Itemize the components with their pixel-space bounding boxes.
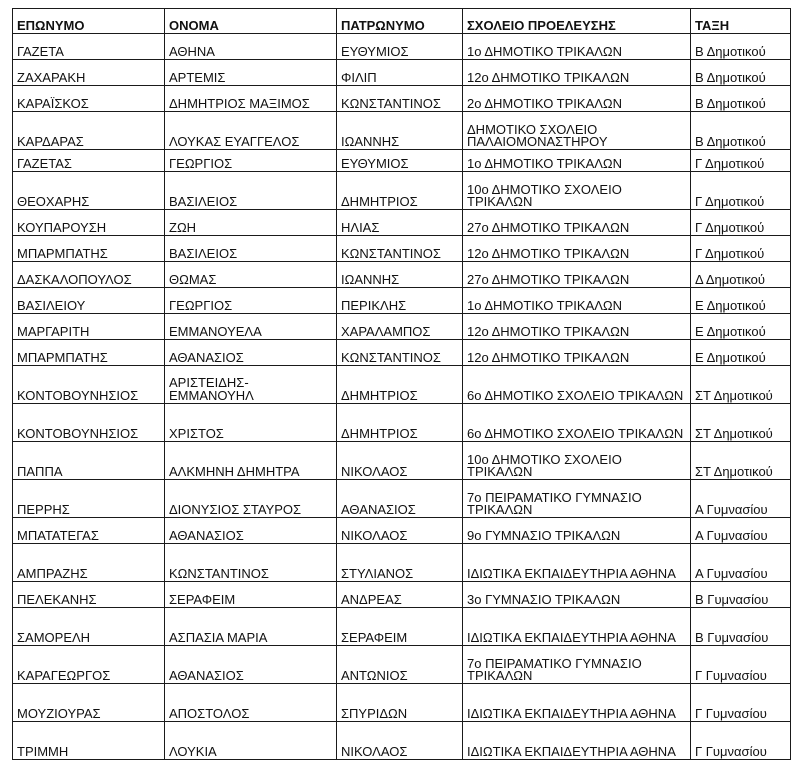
cell-patronymic: ΝΙΚΟΛΑΟΣ <box>337 518 463 544</box>
cell-surname: ΓΑΖΕΤΑ <box>13 34 165 60</box>
cell-school: 7ο ΠΕΙΡΑΜΑΤΙΚΟ ΓΥΜΝΑΣΙΟ ΤΡΙΚΑΛΩΝ <box>463 646 691 684</box>
cell-patronymic: ΑΘΑΝΑΣΙΟΣ <box>337 480 463 518</box>
cell-grade: Ε Δημοτικού <box>691 314 791 340</box>
cell-school: 12ο ΔΗΜΟΤΙΚΟ ΤΡΙΚΑΛΩΝ <box>463 236 691 262</box>
cell-patronymic: ΕΥΘΥΜΙΟΣ <box>337 150 463 172</box>
cell-name: ΖΩΗ <box>165 210 337 236</box>
cell-patronymic: ΔΗΜΗΤΡΙΟΣ <box>337 404 463 442</box>
cell-school: 12ο ΔΗΜΟΤΙΚΟ ΤΡΙΚΑΛΩΝ <box>463 60 691 86</box>
cell-name: ΑΘΑΝΑΣΙΟΣ <box>165 518 337 544</box>
cell-name: ΑΘΑΝΑΣΙΟΣ <box>165 646 337 684</box>
table-row <box>13 646 791 684</box>
cell-patronymic: ΑΝΤΩΝΙΟΣ <box>337 646 463 684</box>
cell-grade: Γ Δημοτικού <box>691 210 791 236</box>
cell-school: ΙΔΙΩΤΙΚΑ ΕΚΠΑΙΔΕΥΤΗΡΙΑ ΑΘΗΝΑ <box>463 608 691 646</box>
cell-school: 2ο ΔΗΜΟΤΙΚΟ ΤΡΙΚΑΛΩΝ <box>463 86 691 112</box>
cell-patronymic: ΚΩΝΣΤΑΝΤΙΝΟΣ <box>337 86 463 112</box>
cell-name: ΑΘΗΝΑ <box>165 34 337 60</box>
cell-name: ΘΩΜΑΣ <box>165 262 337 288</box>
cell-grade: Β Γυμνασίου <box>691 608 791 646</box>
cell-grade: Γ Δημοτικού <box>691 172 791 210</box>
cell-grade: Γ Γυμνασίου <box>691 722 791 760</box>
cell-school: 6ο ΔΗΜΟΤΙΚΟ ΣΧΟΛΕΙΟ ΤΡΙΚΑΛΩΝ <box>463 404 691 442</box>
cell-grade: Ε Δημοτικού <box>691 288 791 314</box>
cell-grade: Β Γυμνασίου <box>691 582 791 608</box>
cell-surname: ΒΑΣΙΛΕΙΟΥ <box>13 288 165 314</box>
table-row <box>13 210 791 236</box>
student-table <box>12 8 791 760</box>
cell-grade: Γ Γυμνασίου <box>691 646 791 684</box>
table-row <box>13 112 791 150</box>
cell-patronymic: ΣΠΥΡΙΔΩΝ <box>337 684 463 722</box>
cell-patronymic: ΙΩΑΝΝΗΣ <box>337 262 463 288</box>
header-grade: ΤΑΞΗ <box>691 9 791 34</box>
cell-patronymic: ΝΙΚΟΛΑΟΣ <box>337 722 463 760</box>
cell-name: ΚΩΝΣΤΑΝΤΙΝΟΣ <box>165 544 337 582</box>
table-row <box>13 288 791 314</box>
cell-surname: ΠΕΛΕΚΑΝΗΣ <box>13 582 165 608</box>
cell-patronymic: ΚΩΝΣΤΑΝΤΙΝΟΣ <box>337 340 463 366</box>
cell-patronymic: ΔΗΜΗΤΡΙΟΣ <box>337 366 463 404</box>
cell-patronymic: ΑΝΔΡΕΑΣ <box>337 582 463 608</box>
cell-name: ΑΣΠΑΣΙΑ ΜΑΡΙΑ <box>165 608 337 646</box>
cell-surname: ΚΑΡΑΪΣΚΟΣ <box>13 86 165 112</box>
cell-name: ΔΙΟΝΥΣΙΟΣ ΣΤΑΥΡΟΣ <box>165 480 337 518</box>
cell-surname: ΚΑΡΔΑΡΑΣ <box>13 112 165 150</box>
cell-name: ΑΛΚΜΗΝΗ ΔΗΜΗΤΡΑ <box>165 442 337 480</box>
cell-grade: ΣΤ Δημοτικού <box>691 404 791 442</box>
cell-surname: ΜΑΡΓΑΡΙΤΗ <box>13 314 165 340</box>
cell-school: 6ο ΔΗΜΟΤΙΚΟ ΣΧΟΛΕΙΟ ΤΡΙΚΑΛΩΝ <box>463 366 691 404</box>
cell-school: 10ο ΔΗΜΟΤΙΚΟ ΣΧΟΛΕΙΟ ΤΡΙΚΑΛΩΝ <box>463 442 691 480</box>
cell-school: ΙΔΙΩΤΙΚΑ ΕΚΠΑΙΔΕΥΤΗΡΙΑ ΑΘΗΝΑ <box>463 684 691 722</box>
cell-name: ΣΕΡΑΦΕΙΜ <box>165 582 337 608</box>
table-row <box>13 722 791 760</box>
cell-grade: Β Δημοτικού <box>691 34 791 60</box>
cell-grade: ΣΤ Δημοτικού <box>691 366 791 404</box>
table-row <box>13 366 791 404</box>
cell-surname: ΣΑΜΟΡΕΛΗ <box>13 608 165 646</box>
cell-grade: Ε Δημοτικού <box>691 340 791 366</box>
cell-school: 1ο ΔΗΜΟΤΙΚΟ ΤΡΙΚΑΛΩΝ <box>463 34 691 60</box>
cell-name: ΑΠΟΣΤΟΛΟΣ <box>165 684 337 722</box>
cell-school: 1ο ΔΗΜΟΤΙΚΟ ΤΡΙΚΑΛΩΝ <box>463 150 691 172</box>
table-row <box>13 340 791 366</box>
cell-school: 7ο ΠΕΙΡΑΜΑΤΙΚΟ ΓΥΜΝΑΣΙΟ ΤΡΙΚΑΛΩΝ <box>463 480 691 518</box>
cell-school: 1ο ΔΗΜΟΤΙΚΟ ΤΡΙΚΑΛΩΝ <box>463 288 691 314</box>
cell-name: ΑΡΤΕΜΙΣ <box>165 60 337 86</box>
cell-school: ΙΔΙΩΤΙΚΑ ΕΚΠΑΙΔΕΥΤΗΡΙΑ ΑΘΗΝΑ <box>463 544 691 582</box>
cell-patronymic: ΝΙΚΟΛΑΟΣ <box>337 442 463 480</box>
table-row <box>13 86 791 112</box>
table-row <box>13 480 791 518</box>
header-surname: ΕΠΩΝΥΜΟ <box>13 9 165 34</box>
cell-grade: Δ Δημοτικού <box>691 262 791 288</box>
cell-patronymic: ΣΕΡΑΦΕΙΜ <box>337 608 463 646</box>
table-row <box>13 262 791 288</box>
cell-surname: ΜΟΥΖΙΟΥΡΑΣ <box>13 684 165 722</box>
cell-school: 3ο ΓΥΜΝΑΣΙΟ ΤΡΙΚΑΛΩΝ <box>463 582 691 608</box>
cell-name: ΓΕΩΡΓΙΟΣ <box>165 150 337 172</box>
table-row <box>13 608 791 646</box>
cell-surname: ΚΟΝΤΟΒΟΥΝΗΣΙΟΣ <box>13 366 165 404</box>
cell-patronymic: ΚΩΝΣΤΑΝΤΙΝΟΣ <box>337 236 463 262</box>
cell-name: ΑΘΑΝΑΣΙΟΣ <box>165 340 337 366</box>
table-row <box>13 404 791 442</box>
cell-surname: ΜΠΑΡΜΠΑΤΗΣ <box>13 340 165 366</box>
table-row <box>13 544 791 582</box>
cell-patronymic: ΔΗΜΗΤΡΙΟΣ <box>337 172 463 210</box>
cell-patronymic: ΠΕΡΙΚΛΗΣ <box>337 288 463 314</box>
cell-school: 9ο ΓΥΜΝΑΣΙΟ ΤΡΙΚΑΛΩΝ <box>463 518 691 544</box>
cell-patronymic: ΗΛΙΑΣ <box>337 210 463 236</box>
table-row <box>13 442 791 480</box>
cell-grade: Β Δημοτικού <box>691 86 791 112</box>
cell-grade: Β Δημοτικού <box>691 112 791 150</box>
cell-school: 12ο ΔΗΜΟΤΙΚΟ ΤΡΙΚΑΛΩΝ <box>463 314 691 340</box>
cell-surname: ΤΡΙΜΜΗ <box>13 722 165 760</box>
cell-name: ΕΜΜΑΝΟΥΕΛΑ <box>165 314 337 340</box>
cell-name: ΧΡΙΣΤΟΣ <box>165 404 337 442</box>
cell-name: ΛΟΥΚΙΑ <box>165 722 337 760</box>
cell-patronymic: ΧΑΡΑΛΑΜΠΟΣ <box>337 314 463 340</box>
cell-school: 12ο ΔΗΜΟΤΙΚΟ ΤΡΙΚΑΛΩΝ <box>463 340 691 366</box>
table-row <box>13 150 791 172</box>
header-school: ΣΧΟΛΕΙΟ ΠΡΟΕΛΕΥΣΗΣ <box>463 9 691 34</box>
cell-school: 27ο ΔΗΜΟΤΙΚΟ ΤΡΙΚΑΛΩΝ <box>463 262 691 288</box>
table-row <box>13 34 791 60</box>
cell-surname: ΜΠΑΤΑΤΕΓΑΣ <box>13 518 165 544</box>
cell-name: ΓΕΩΡΓΙΟΣ <box>165 288 337 314</box>
cell-name: ΔΗΜΗΤΡΙΟΣ ΜΑΞΙΜΟΣ <box>165 86 337 112</box>
cell-surname: ΓΑΖΕΤΑΣ <box>13 150 165 172</box>
cell-grade: Γ Δημοτικού <box>691 236 791 262</box>
cell-name: ΒΑΣΙΛΕΙΟΣ <box>165 236 337 262</box>
cell-patronymic: ΕΥΘΥΜΙΟΣ <box>337 34 463 60</box>
header-row <box>13 9 791 34</box>
cell-school: ΙΔΙΩΤΙΚΑ ΕΚΠΑΙΔΕΥΤΗΡΙΑ ΑΘΗΝΑ <box>463 722 691 760</box>
cell-grade: Β Δημοτικού <box>691 60 791 86</box>
cell-school: 10ο ΔΗΜΟΤΙΚΟ ΣΧΟΛΕΙΟ ΤΡΙΚΑΛΩΝ <box>463 172 691 210</box>
table-row <box>13 684 791 722</box>
cell-grade: Γ Δημοτικού <box>691 150 791 172</box>
cell-name: ΑΡΙΣΤΕΙΔΗΣ-ΕΜΜΑΝΟΥΗΛ <box>165 366 337 404</box>
table-header <box>13 9 791 34</box>
cell-name: ΛΟΥΚΑΣ ΕΥΑΓΓΕΛΟΣ <box>165 112 337 150</box>
cell-patronymic: ΙΩΑΝΝΗΣ <box>337 112 463 150</box>
cell-surname: ΚΑΡΑΓΕΩΡΓΟΣ <box>13 646 165 684</box>
header-name: ΟΝΟΜΑ <box>165 9 337 34</box>
cell-surname: ΠΑΠΠΑ <box>13 442 165 480</box>
cell-grade: Α Γυμνασίου <box>691 518 791 544</box>
cell-school: 27ο ΔΗΜΟΤΙΚΟ ΤΡΙΚΑΛΩΝ <box>463 210 691 236</box>
cell-surname: ΔΑΣΚΑΛΟΠΟΥΛΟΣ <box>13 262 165 288</box>
cell-school: ΔΗΜΟΤΙΚΟ ΣΧΟΛΕΙΟ ΠΑΛΑΙΟΜΟΝΑΣΤΗΡΟΥ <box>463 112 691 150</box>
cell-surname: ΑΜΠΡΑΖΗΣ <box>13 544 165 582</box>
cell-grade: Γ Γυμνασίου <box>691 684 791 722</box>
table-row <box>13 582 791 608</box>
table-row <box>13 60 791 86</box>
header-patronymic: ΠΑΤΡΩΝΥΜΟ <box>337 9 463 34</box>
cell-surname: ΚΟΥΠΑΡΟΥΣΗ <box>13 210 165 236</box>
cell-surname: ΜΠΑΡΜΠΑΤΗΣ <box>13 236 165 262</box>
cell-surname: ΖΑΧΑΡΑΚΗ <box>13 60 165 86</box>
table-row <box>13 518 791 544</box>
table-row <box>13 236 791 262</box>
cell-grade: Α Γυμνασίου <box>691 480 791 518</box>
cell-surname: ΚΟΝΤΟΒΟΥΝΗΣΙΟΣ <box>13 404 165 442</box>
table-row <box>13 314 791 340</box>
cell-surname: ΘΕΟΧΑΡΗΣ <box>13 172 165 210</box>
cell-grade: Α Γυμνασίου <box>691 544 791 582</box>
cell-surname: ΠΕΡΡΗΣ <box>13 480 165 518</box>
cell-name: ΒΑΣΙΛΕΙΟΣ <box>165 172 337 210</box>
cell-grade: ΣΤ Δημοτικού <box>691 442 791 480</box>
table-row <box>13 172 791 210</box>
cell-patronymic: ΦΙΛΙΠ <box>337 60 463 86</box>
cell-patronymic: ΣΤΥΛΙΑΝΟΣ <box>337 544 463 582</box>
